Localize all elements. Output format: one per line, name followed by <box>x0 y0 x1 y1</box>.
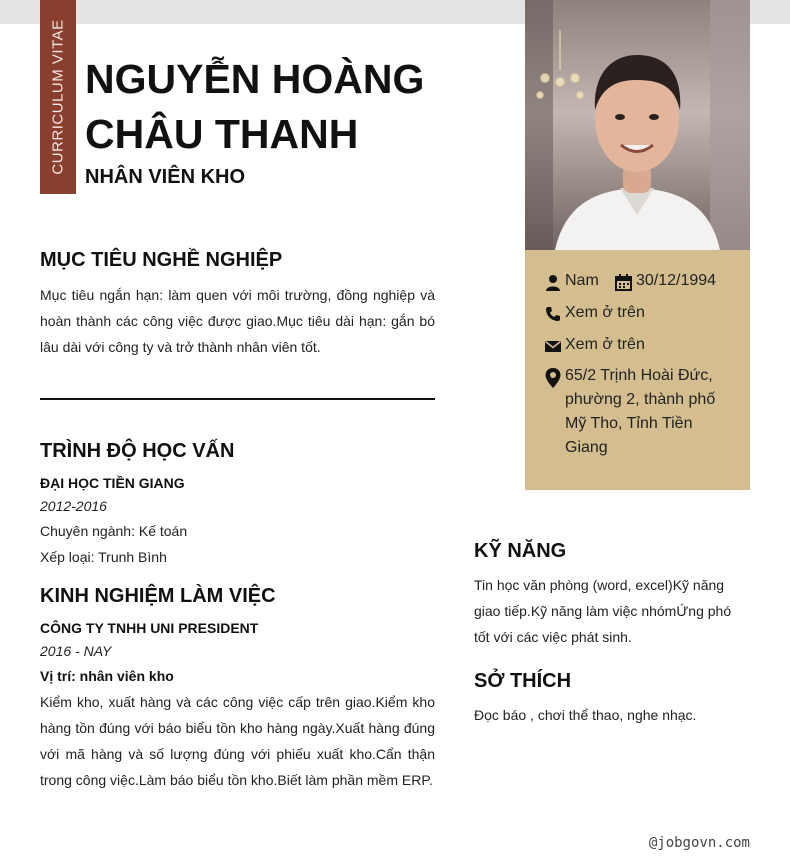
location-pin-icon <box>545 368 561 388</box>
objective-title: MỤC TIÊU NGHỀ NGHIỆP <box>40 249 283 271</box>
name-line-2: CHÂU THANH <box>85 111 359 157</box>
calendar-icon <box>615 274 632 291</box>
experience-company: CÔNG TY TNHH UNI PRESIDENT <box>40 620 259 636</box>
hobbies-title: SỞ THÍCH <box>474 670 572 692</box>
name-line-1: NGUYỄN HOÀNG <box>85 56 425 102</box>
email-value: Xem ở trên <box>565 336 645 353</box>
education-grade: Xếp loại: Trunh Bình <box>40 549 167 565</box>
person-icon <box>545 274 561 292</box>
hobbies-text: Đọc báo , chơi thể thao, nghe nhạc. <box>474 707 697 723</box>
experience-period: 2016 - NAY <box>40 643 112 659</box>
experience-description: Kiểm kho, xuất hàng và các công việc cấp trên giao.Kiểm kho hàng tồn đúng với báo biểu tồn kho hàng ngày.Xuất hàng đúng với mã hàng và số lượng đúng với phiếu xuất kho.Cẩn thận trong công việc.Làm báo biểu tồn kho.Biết làm phần mềm ERP. <box>40 694 435 788</box>
footer-watermark: @jobgovn.com <box>648 835 750 851</box>
experience-position: Vị trí: nhân viên kho <box>40 668 174 684</box>
email-row <box>545 336 645 354</box>
gender-value: Nam <box>565 272 599 289</box>
address-row <box>545 364 725 460</box>
section-divider <box>40 398 435 400</box>
education-major: Chuyên ngành: Kế toán <box>40 523 188 539</box>
skills-title: KỸ NĂNG <box>474 540 567 562</box>
phone-row <box>545 304 645 322</box>
gender-row <box>545 272 599 292</box>
phone-value: Xem ở trên <box>565 304 645 321</box>
birthday-value: 30/12/1994 <box>636 272 717 289</box>
cv-tab-label: CURRICULUM VITAE <box>49 19 67 175</box>
education-title: TRÌNH ĐỘ HỌC VẤN <box>40 440 235 462</box>
job-title: NHÂN VIÊN KHO <box>85 166 246 188</box>
address-value: 65/2 Trịnh Hoài Đức, phường 2, thành phố Mỹ Tho, Tỉnh Tiền Giang <box>565 367 716 456</box>
education-period: 2012-2016 <box>40 498 107 514</box>
birthday-row <box>615 272 716 291</box>
skills-text: Tin học văn phòng (word, excel)Kỹ năng giao tiếp.Kỹ năng làm việc nhómỨng phó tốt với các việc phát sinh. <box>474 577 732 645</box>
candidate-name <box>85 52 485 162</box>
cv-vertical-tab <box>40 0 76 194</box>
contact-info-panel <box>525 250 750 490</box>
phone-icon <box>545 306 561 322</box>
profile-photo <box>525 0 750 250</box>
envelope-icon <box>545 338 561 354</box>
objective-text: Mục tiêu ngắn hạn: làm quen với môi trường, đồng nghiệp và hoàn thành các công việc được giao.Mục tiêu dài hạn: gắn bó lâu dài với công ty và trở thành nhân viên tốt. <box>40 287 435 355</box>
experience-title: KINH NGHIỆM LÀM VIỆC <box>40 585 276 607</box>
education-school: ĐẠI HỌC TIỀN GIANG <box>40 475 185 491</box>
